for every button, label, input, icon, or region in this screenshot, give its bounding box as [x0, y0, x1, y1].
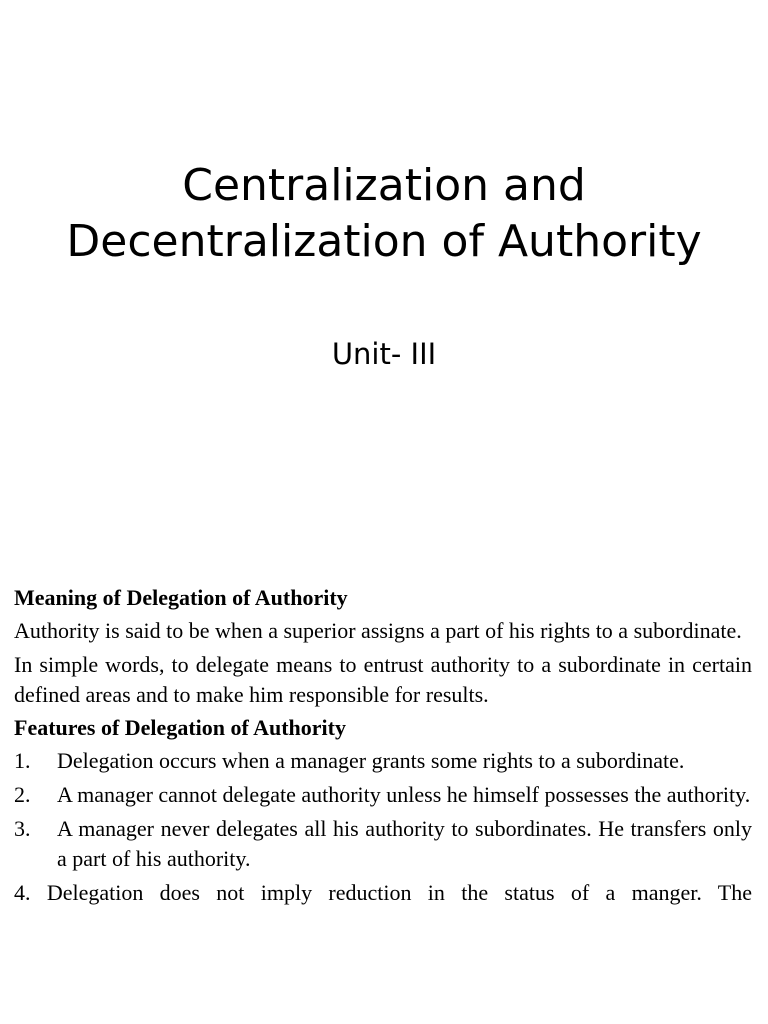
list-item-number: 2.: [14, 782, 31, 807]
list-item-text: A manager never delegates all his authority to subordinates. He transfers only a part of his authority.: [57, 816, 752, 871]
slide-title: Centralization and Decentralization of Authority: [66, 160, 702, 267]
heading-features-of-delegation: Features of Delegation of Authority: [14, 715, 346, 740]
list-item: [14, 746, 752, 776]
content-slide: [0, 576, 768, 1024]
meaning-paragraph: Authority is said to be when a superior assigns a part of his rights to a subordinate.: [14, 618, 742, 643]
meaning-paragraph: In simple words, to delegate means to entrust authority to a subordinate in certain defined areas and to make him responsible for results.: [14, 652, 752, 707]
heading-meaning-of-delegation: Meaning of Delegation of Authority: [14, 585, 348, 610]
slide-subtitle: Unit- III: [331, 337, 437, 371]
list-item: [14, 780, 752, 810]
list-item-number: 3.: [14, 816, 31, 841]
list-item: [14, 814, 752, 874]
list-item-text: Delegation occurs when a manager grants some rights to a subordinate.: [57, 748, 685, 773]
list-item-number: 1.: [14, 748, 31, 773]
feature-4-paragraph: 4. Delegation does not imply reduction in the status of a manger. The: [14, 880, 752, 905]
features-list: [14, 746, 752, 874]
list-item-text: A manager cannot delegate authority unless he himself possesses the authority.: [57, 782, 751, 807]
content-body: [14, 584, 752, 908]
